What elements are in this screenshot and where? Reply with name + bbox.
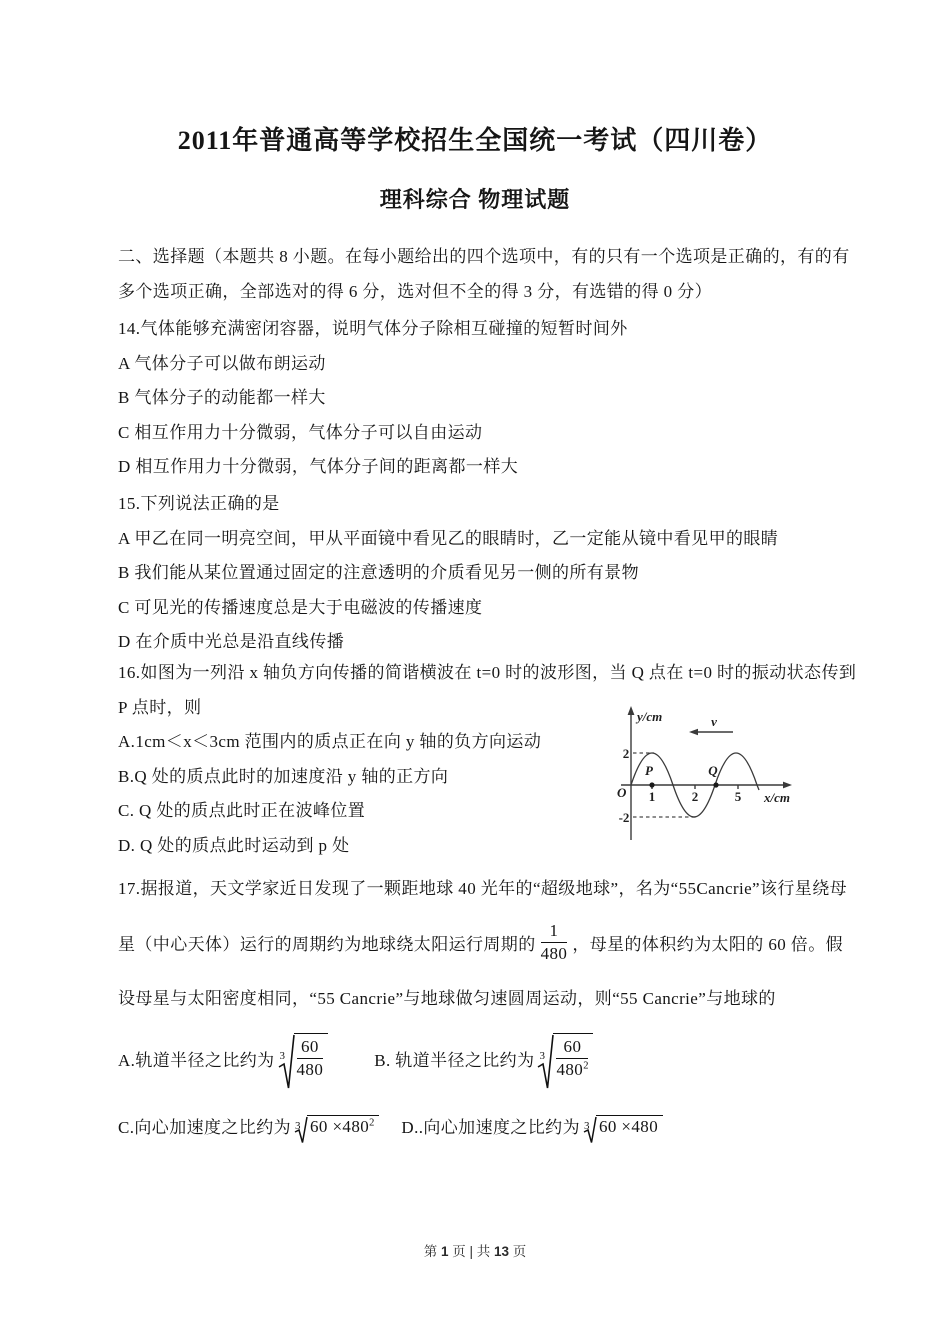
footer-text: 页 | 共 [448,1244,494,1259]
cube-root-b [537,1033,593,1091]
wave-diagram [616,698,818,848]
radicand-text: 60 ×480 [310,1117,370,1136]
x-axis-arrow-icon [783,782,792,789]
question-14-option-a: A 气体分子可以做布朗运动 [118,353,326,373]
question-14-option-b: B 气体分子的动能都一样大 [118,388,326,407]
stem2-post-text: ，母星的体积约为太阳的 60 倍。假 [572,935,844,954]
question-17-option-b-label: B. 轨道半径之比约为 [374,1051,535,1070]
radicand [553,1033,593,1081]
fraction-denominator: 480 [296,1059,324,1079]
fraction-denominator [556,1059,588,1080]
radicand [294,1033,329,1081]
question-17-options-row-2 [118,1100,847,1152]
point-p-dot [649,782,654,787]
root-index: 3 [295,1120,301,1132]
point-p-label: P [645,763,653,778]
radicand [307,1115,379,1137]
section-intro [118,240,850,309]
fraction-60-480 [297,1037,324,1081]
question-15-stem: 15.下列说法正确的是 [118,494,280,513]
y-axis-label: y/cm [637,709,663,724]
section-intro-line1: 二、选择题（本题共 8 小题。在每小题给出的四个选项中，有的只有一个选项是正确的，有的有 [118,247,850,266]
x-tick-5-label: 5 [734,789,742,804]
velocity-arrow-head-icon [689,729,698,735]
question-17 [118,872,847,1152]
fraction-numerator: 60 [556,1037,588,1059]
question-16-stem-line2: P 点时，则 [118,697,202,717]
page-footer [0,1240,950,1260]
radical-sign-icon [278,1033,295,1091]
question-17-stem-line1: 17.据报道，天文学家近日发现了一颗距地球 40 光年的“超级地球”，名为“55Cancrie”该行星绕母 [118,879,847,898]
stem2-pre-text: 星（中心天体）运行的周期约为地球绕太阳运行周期的 [118,935,536,954]
radical-sign-icon [537,1033,554,1091]
fraction-numerator: 1 [541,921,568,943]
question-15 [118,487,778,660]
question-17-option-c-label: C.向心加速度之比约为 [118,1118,291,1137]
fraction-1-480 [541,921,568,965]
question-16-option-b: B.Q 处的质点此时的加速度沿 y 轴的正方向 [118,766,449,786]
question-17-stem-line2 [118,907,847,979]
footer-text: 页 [509,1244,527,1259]
question-14-option-d: D 相互作用力十分微弱，气体分子间的距离都一样大 [118,457,519,476]
radicand-text: 60 ×480 [598,1117,659,1136]
radicand [596,1115,663,1137]
question-14 [118,312,628,485]
velocity-label: v [711,714,717,729]
question-17-option-d-label: D..向心加速度之比约为 [401,1118,580,1137]
question-16-option-d: D. Q 处的质点此时运动到 p 处 [118,835,350,855]
exam-subtitle: 理科综合 物理试题 [379,187,571,212]
total-pages: 13 [494,1244,510,1259]
question-15-option-c: C 可见光的传播速度总是大于电磁波的传播速度 [118,597,483,617]
question-17-options-row-1 [118,1022,847,1096]
question-16-option-a: A.1cm＜x＜3cm 范围内的质点正在向 y 轴的负方向运动 [118,732,542,751]
denominator-base: 480 [556,1059,584,1079]
question-15-option-d: D 在介质中光总是沿直线传播 [118,632,345,651]
cube-root-d [583,1115,663,1145]
question-17-stem-line3: 设母星与太阳密度相同，“55 Cancrie”与地球做匀速圆周运动，则“55 Cancrie”与地球的 [118,988,776,1008]
exam-title: 2011年普通高等学校招生全国统一考试（四川卷） [177,126,773,155]
question-14-option-c: C 相互作用力十分微弱，气体分子可以自由运动 [118,422,483,442]
page-number: 1 [440,1244,449,1259]
origin-label: O [617,785,627,800]
question-15-option-a: A 甲乙在同一明亮空间，甲从平面镜中看见乙的眼睛时，乙一定能从镜中看见甲的眼睛 [118,528,779,548]
x-axis-label: x/cm [764,790,790,805]
denominator-exponent: 2 [583,1060,589,1072]
root-index: 3 [583,1120,590,1132]
section-intro-line2: 多个选项正确，全部选对的得 6 分，选对但不全的得 3 分，有选错的得 0 分） [118,281,712,301]
cube-root-c [294,1115,379,1145]
question-16-option-c: C. Q 处的质点此时正在波峰位置 [118,801,366,820]
fraction-numerator: 60 [297,1037,324,1059]
fraction-denominator: 480 [540,944,568,963]
point-q-dot [713,782,718,787]
root-index: 3 [539,1049,545,1062]
x-tick-1-label: 1 [648,789,656,804]
question-14-stem: 14.气体能够充满密闭容器，说明气体分子除相互碰撞的短暂时间外 [118,319,628,338]
y-min-label: -2 [618,810,630,825]
footer-text: 第 [423,1244,441,1259]
point-q-label: Q [708,763,718,778]
y-max-label: 2 [622,746,630,761]
cube-root-a [278,1033,329,1091]
root-index: 3 [279,1049,286,1062]
radicand-exponent: 2 [369,1117,375,1129]
y-axis-arrow-icon [628,706,635,715]
question-15-option-b: B 我们能从某位置通过固定的注意透明的介质看见另一侧的所有景物 [118,563,639,582]
question-17-option-a-label: A.轨道半径之比约为 [118,1051,275,1070]
fraction-60-480sq [556,1037,588,1081]
x-tick-2-label: 2 [691,789,699,804]
question-16-stem-line1: 16.如图为一列沿 x 轴负方向传播的简谐横波在 t=0 时的波形图，当 Q 点在 t=0 时的振动状态传到 [118,663,857,682]
